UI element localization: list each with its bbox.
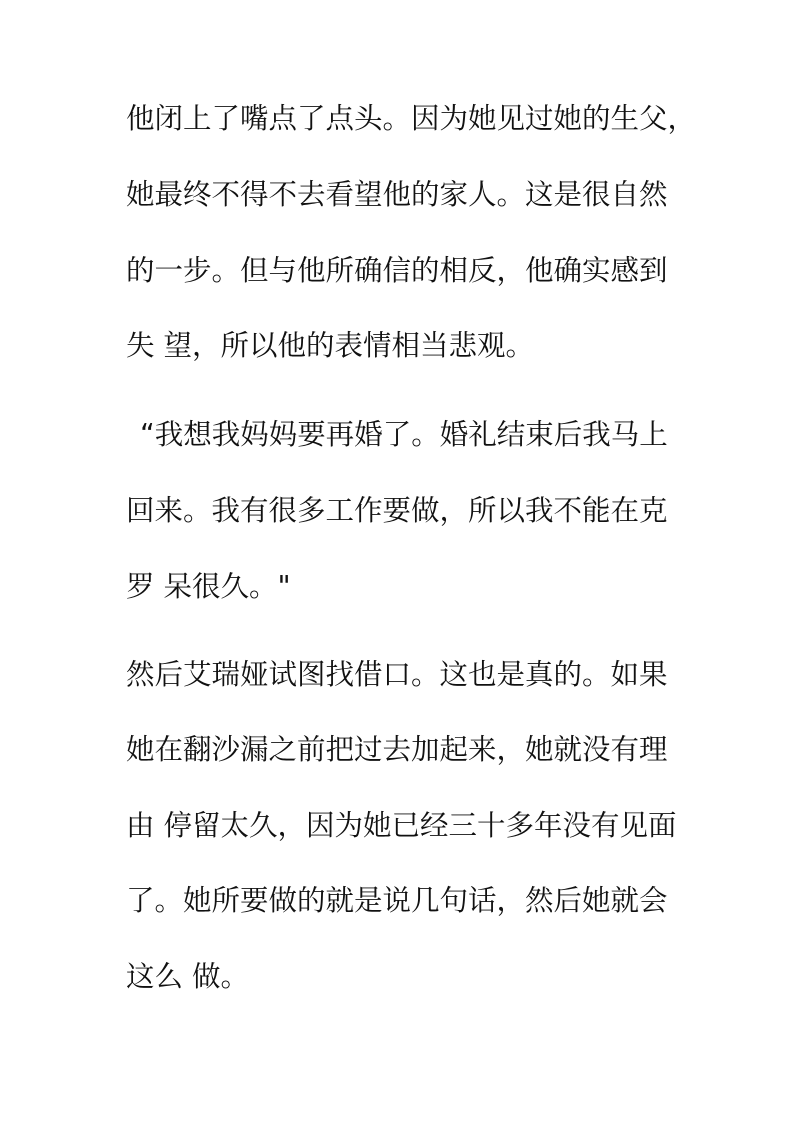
- text-line: 然后艾瑞娅试图找借口。这也是真的。如果: [126, 658, 668, 691]
- text-line: 的一步。但与他所确信的相反，他确实感到: [126, 254, 668, 287]
- text-line: “我想我妈妈要再婚了。婚礼结束后我马上: [140, 418, 668, 451]
- text-line: 她在翻沙漏之前把过去加起来，她就没有理: [126, 733, 668, 766]
- text-line: 这么 做。: [126, 960, 250, 993]
- text-line: 失 望，所以他的表情相当悲观。: [126, 329, 535, 362]
- text-line: 回来。我有很多工作要做，所以我不能在克: [126, 494, 668, 527]
- text-line: 由 停留太久，因为她已经三十多年没有见面: [126, 809, 677, 842]
- text-line: 她最终不得不去看望他的家人。这是很自然: [126, 178, 668, 211]
- text-line: 了。她所要做的就是说几句话，然后她就会: [126, 884, 668, 917]
- text-line: 罗 呆很久。": [126, 570, 291, 603]
- text-line: 他闭上了嘴点了点头。因为她见过她的生父，: [126, 102, 697, 135]
